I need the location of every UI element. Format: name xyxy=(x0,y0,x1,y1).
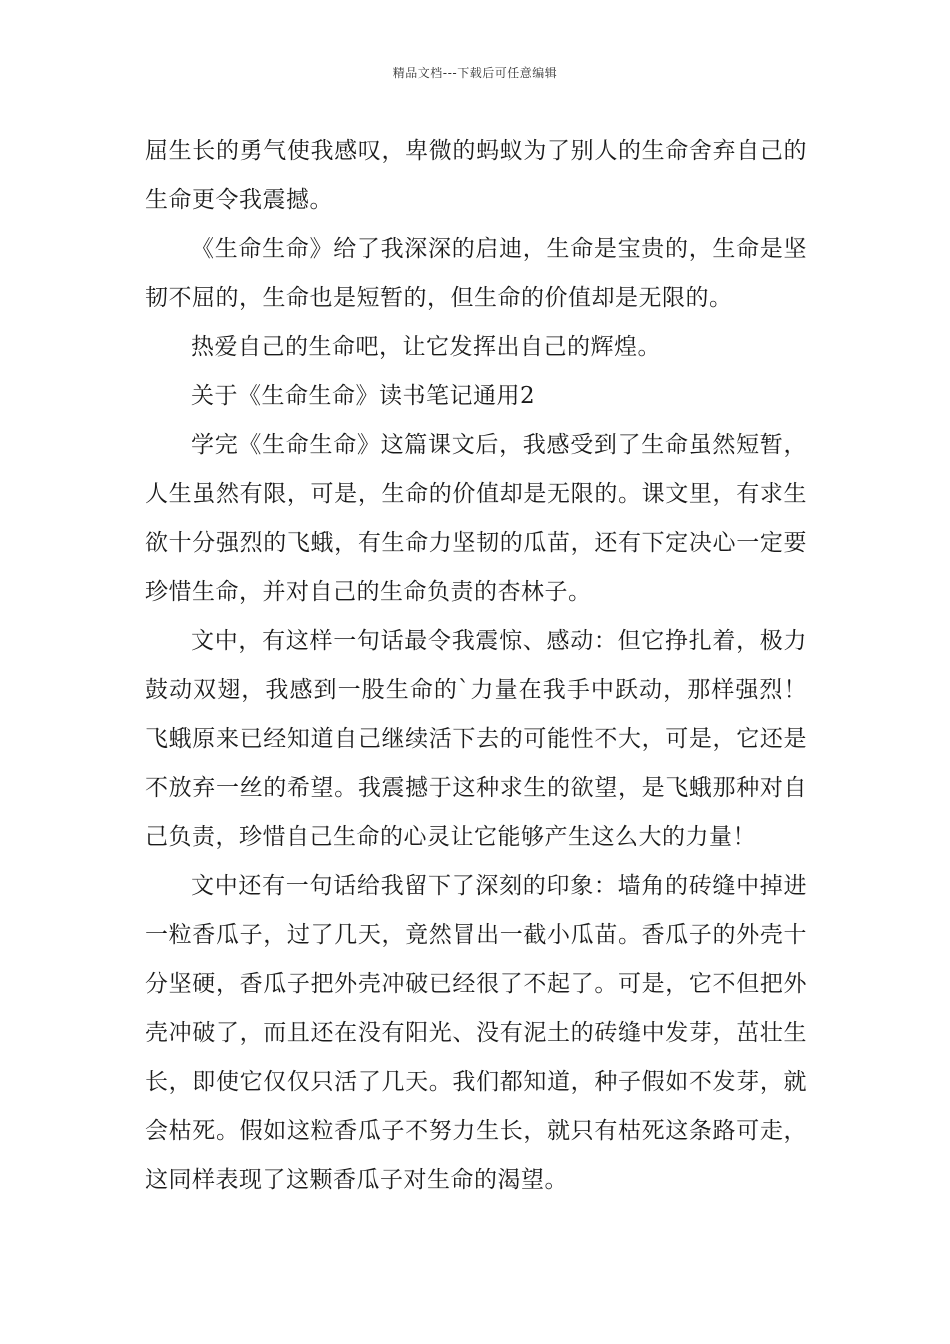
paragraph-enlightenment: 《生命生命》给了我深深的启迪，生命是宝贵的，生命是坚韧不屈的，生命也是短暂的，但生命的价值却是无限的。 xyxy=(145,236,807,311)
paragraph-melon-seed: 文中还有一句话给我留下了深刻的印象：墙角的砖缝中掉进一粒香瓜子，过了几天，竟然冒出一截小瓜苗。香瓜子的外壳十分坚硬，香瓜子把外壳冲破已经很了不起了。可是，它不但把外壳冲破了，而且还在没有阳光、没有泥土的砖缝中发芽，茁壮生长，即使它仅仅只活了几天。我们都知道，种子假如不发芽，就会枯死。假如这粒香瓜子不努力生长，就只有枯死这条路可走，这同样表现了这颗香瓜子对生命的渴望。 xyxy=(145,873,807,1193)
document-body xyxy=(145,127,807,1205)
paragraph-continuation: 屈生长的勇气使我感叹，卑微的蚂蚁为了别人的生命舍弃自己的生命更令我震撼。 xyxy=(145,138,807,213)
paragraph-moth: 文中，有这样一句话最令我震惊、感动：但它挣扎着，极力鼓动双翅，我感到一股生命的`力量在我手中跃动，那样强烈！飞蛾原来已经知道自己继续活下去的可能性不大，可是，它还是不放弃一丝的希望。我震撼于这种求生的欲望，是飞蛾那种对自己负责，珍惜自己生命的心灵让它能够产生这么大的力量！ xyxy=(145,628,807,850)
section-heading: 关于《生命生命》读书笔记通用2 xyxy=(191,383,536,409)
paragraph-love-life: 热爱自己的生命吧，让它发挥出自己的辉煌。 xyxy=(191,334,661,360)
page-header: 精品文档---下载后可任意编辑 xyxy=(392,66,558,80)
paragraph-after-lesson: 学完《生命生命》这篇课文后，我感受到了生命虽然短暂，人生虽然有限，可是，生命的价值却是无限的。课文里，有求生欲十分强烈的飞蛾，有生命力坚韧的瓜苗，还有下定决心一定要珍惜生命，并对自己的生命负责的杏林子。 xyxy=(145,432,807,605)
